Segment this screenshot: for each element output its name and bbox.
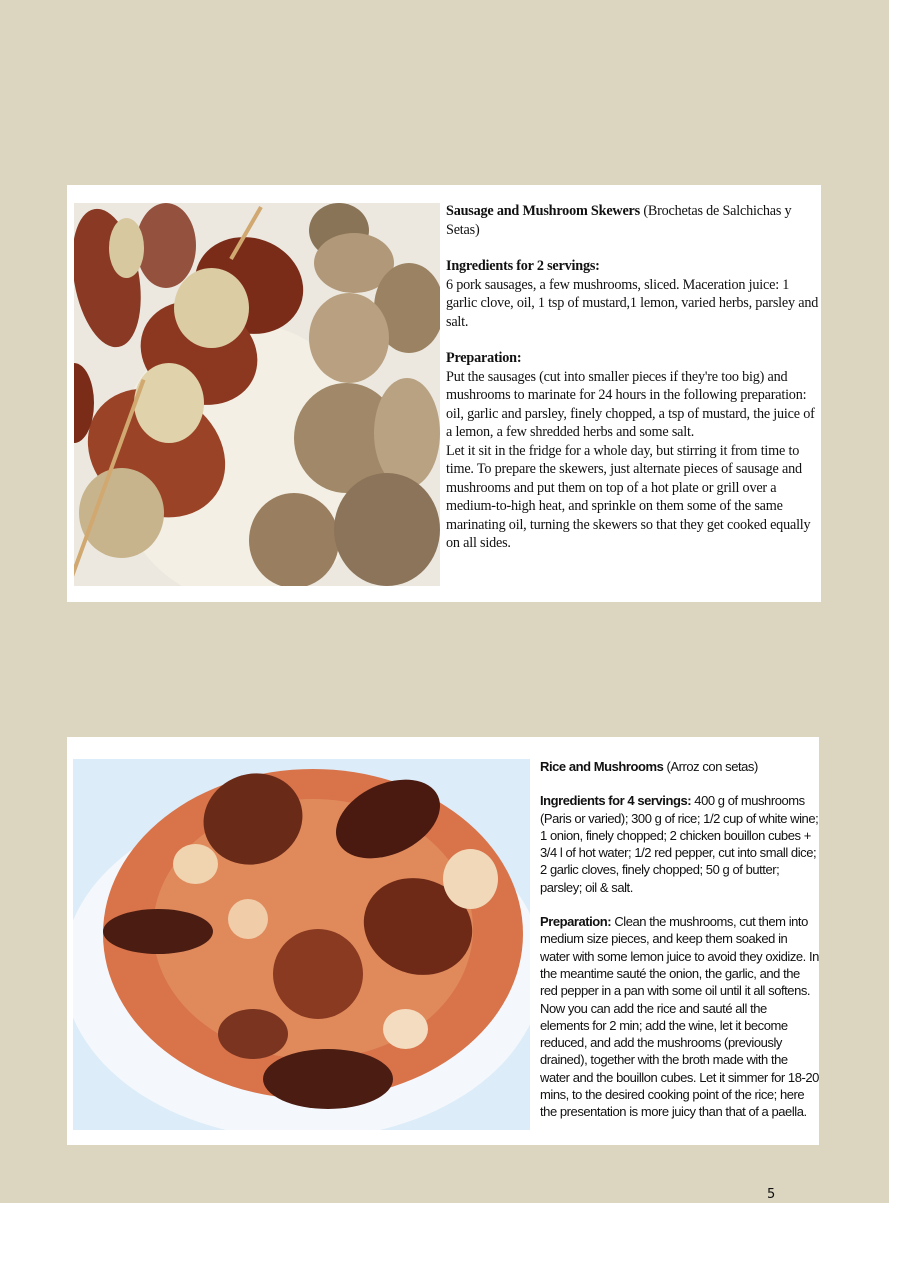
recipe-card-rice-and-mushrooms [67,737,819,1145]
ingredients-heading: Ingredients for 2 servings: [446,258,600,274]
recipe-text [446,202,821,553]
recipe-title-line [446,202,821,239]
ingredients-section [446,257,821,331]
ingredients-heading: Ingredients for 4 servings: [540,793,692,809]
recipe-subtitle: (Brochetas de Salchichas y Setas) [446,203,792,238]
rice-mushrooms-photo [73,759,530,1130]
page-number: 5 [767,1187,776,1202]
preparation-text: Clean the mushrooms, cut them into medium size pieces, and keep them soaked in water with some lemon juice to avoid they oxidize. In the meantime sauté the onion, the garlic, and the red pepper in a pan with some oil until it all softens. Now you can add the rice and sauté all the elements for 2 min; add the wine, let it become reduced, and add the mushrooms (previously drained), together with the broth made with the water and the bouillon cubes. Let it simmer for 18-20 mins, to the desired cooking point of the rice; here the presentation is more juicy than that of a paella. [540,914,819,1120]
preparation-heading: Preparation: [540,914,612,930]
preparation-text-2: Let it sit in the fridge for a whole day, but stirring it from time to time. To prepare the skewers, just alternate pieces of sausage and mushrooms and put them on top of a hot plate or grill over a medium-to-high heat, and sprinkle on them some of the same marinating oil, turning the skewers so that they get cooked equally on all sides. [446,442,811,551]
preparation-section [540,913,819,1121]
preparation-text-1: Put the sausages (cut into smaller pieces if they're too big) and mushrooms to marinate for 24 hours in the following preparation: oil, garlic and parsley, finely chopped, a tsp of mustard, the juice of a lemon, a few shredded herbs and some salt. [446,368,815,440]
recipe-card-sausage-mushroom-skewers [67,185,821,602]
ingredients-section [540,792,819,896]
recipe-subtitle: (Arroz con setas) [663,759,758,774]
preparation-heading: Preparation: [446,350,522,366]
sausage-skewers-photo [74,203,440,586]
ingredients-text: 6 pork sausages, a few mushrooms, sliced. Maceration juice: 1 garlic clove, oil, 1 tsp of mustard,1 lemon, varied herbs, parsley and salt. [446,276,819,330]
recipe-title: Sausage and Mushroom Skewers [446,203,640,219]
recipe-text [540,758,819,1121]
recipe-title: Rice and Mushrooms [540,759,664,774]
recipe-title-line [540,758,819,775]
preparation-section [446,349,821,553]
ingredients-text: 400 g of mushrooms (Paris or varied); 300 g of rice; 1/2 cup of white wine; 1 onion, finely chopped; 2 chicken bouillon cubes + 3/4 l of hot water; 1/2 red pepper, cut into small dice; 2 garlic cloves, finely chopped; 50 g of butter; parsley; oil & salt. [540,793,819,895]
